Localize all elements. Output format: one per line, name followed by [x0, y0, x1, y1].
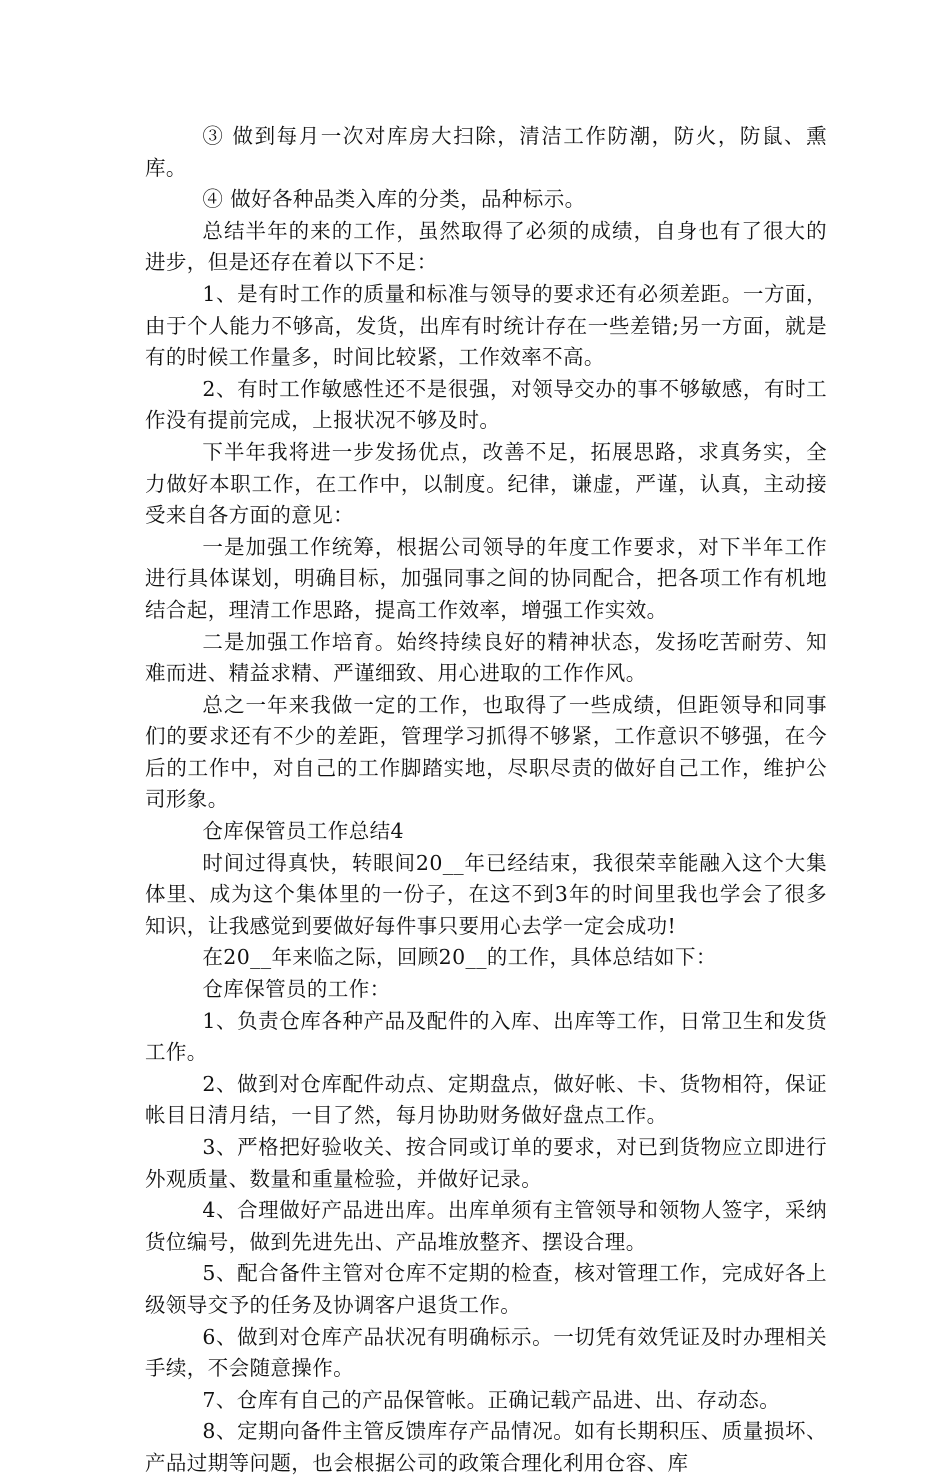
paragraph-shortcoming-2: 2、有时工作敏感性还不是很强，对领导交办的事不够敏感，有时工作没有提前完成，上报状况不够及时。: [145, 376, 827, 433]
paragraph-second-half-plan: 下半年我将进一步发扬优点，改善不足，拓展思路，求真务实，全力做好本职工作，在工作中，以制度。纪律，谦虚，严谨，认真，主动接受来自各方面的意见：: [145, 439, 827, 528]
paragraph-category-labeling: ④ 做好各种品类入库的分类，品种标示。: [202, 187, 586, 212]
paragraph-plan-point-2: 二是加强工作培育。始终持续良好的精神状态，发扬吃苦耐劳、知难而进、精益求精、严谨细致、用心进取的工作作风。: [145, 629, 827, 686]
paragraph-duty-8: 8、定期向备件主管反馈库存产品情况。如有长期积压、质量损坏、产品过期等问题，也会根据公司的政策合理化利用仓容、库: [145, 1419, 827, 1475]
paragraph-conclusion: 总之一年来我做一定的工作，也取得了一些成绩，但距领导和同事们的要求还有不少的差距，管理学习抓得不够紧，工作意识不够强，在今后的工作中，对自己的工作脚踏实地，尽职尽责的做好自己工作，维护公司形象。: [145, 692, 827, 812]
paragraph-duty-1: 1、负责仓库各种产品及配件的入库、出库等工作，日常卫生和发货工作。: [145, 1008, 827, 1065]
paragraph-review-intro: 在20__年来临之际，回顾20__的工作，具体总结如下：: [202, 945, 717, 970]
paragraph-duty-3: 3、严格把好验收关、按合同或订单的要求，对已到货物应立即进行外观质量、数量和重量检验，并做好记录。: [145, 1135, 827, 1191]
paragraph-shortcoming-1: 1、是有时工作的质量和标准与领导的要求还有必须差距。一方面，由于个人能力不够高，发货，出库有时统计存在一些差错;另一方面，就是有的时候工作量多，时间比较紧，工作效率不高。: [145, 281, 827, 370]
paragraph-half-year-summary: 总结半年的来的工作，虽然取得了必须的成绩，自身也有了很大的进步，但是还存在着以下不足：: [145, 218, 827, 275]
paragraph-storeroom-cleaning: ③ 做到每月一次对库房大扫除，清洁工作防潮，防火，防鼠、熏库。: [145, 124, 827, 180]
paragraph-duty-6: 6、做到对仓库产品状况有明确标示。一切凭有效凭证及时办理相关手续，不会随意操作。: [145, 1324, 827, 1381]
paragraph-duties-heading: 仓库保管员的工作：: [202, 977, 391, 1002]
paragraph-plan-point-1: 一是加强工作统筹，根据公司领导的年度工作要求，对下半年工作进行具体谋划，明确目标，加强同事之间的协同配合，把各项工作有机地结合起，理清工作思路，提高工作效率，增强工作实效。: [145, 534, 827, 622]
section-heading: 仓库保管员工作总结4: [202, 819, 404, 844]
paragraph-duty-4: 4、合理做好产品进出库。出库单须有主管领导和领物人签字，采纳货位编号，做到先进先出、产品堆放整齐、摆设合理。: [145, 1198, 827, 1254]
paragraph-duty-5: 5、配合备件主管对仓库不定期的检查，核对管理工作，完成好各上级领导交予的任务及协调客户退货工作。: [145, 1261, 827, 1317]
document-body: [145, 121, 827, 1480]
paragraph-duty-2: 2、做到对仓库配件动点、定期盘点，做好帐、卡、货物相符，保证帐目日清月结，一目了然，每月协助财务做好盘点工作。: [145, 1071, 827, 1128]
paragraph-time-flies: 时间过得真快，转眼间20__年已经结束，我很荣幸能融入这个大集体里、成为这个集体里的一份子，在这不到3年的时间里我也学会了很多知识，让我感觉到要做好每件事只要用心去学一定会成功!: [145, 850, 827, 938]
paragraph-duty-7: 7、仓库有自己的产品保管帐。正确记载产品进、出、存动态。: [202, 1387, 781, 1412]
